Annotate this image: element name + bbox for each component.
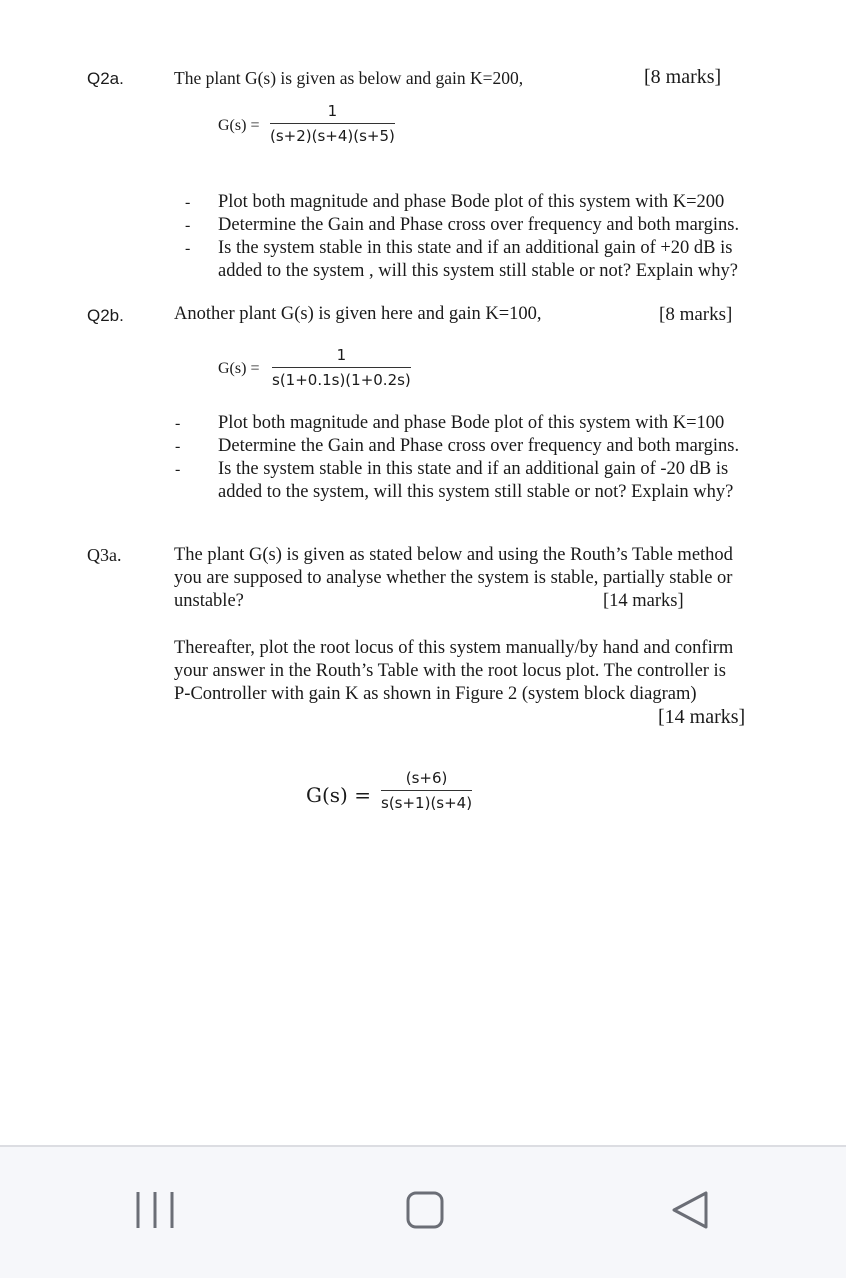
q3a-label: Q3a. — [87, 545, 122, 565]
q3a-paragraph-2 — [174, 637, 733, 706]
q2a-bullet-2: Determine the Gain and Phase cross over frequency and both margins. — [218, 215, 740, 235]
q2a-eq-label: G(s) = — [218, 117, 260, 134]
bullet-dash: - — [175, 438, 181, 455]
q2a-label: Q2a. — [87, 69, 124, 88]
recents-button[interactable] — [121, 1180, 191, 1240]
q3a-fraction — [381, 769, 472, 812]
q2b-bullet-3-cont: added to the system, will this system still stable or not? Explain why? — [218, 482, 734, 502]
back-icon — [670, 1190, 710, 1230]
q2b-denominator: s(1+0.1s)(1+0.2s) — [272, 371, 411, 389]
q3a-denominator: s(s+1)(s+4) — [381, 794, 473, 812]
back-button[interactable] — [655, 1180, 725, 1240]
q3a-para1-line-2: you are supposed to analyse whether the system is stable, partially stable or — [174, 568, 733, 588]
home-icon — [405, 1190, 445, 1230]
bullet-dash: - — [175, 461, 181, 478]
q2a-numerator: 1 — [327, 102, 338, 120]
q2a-fraction — [270, 102, 395, 145]
q3a-para1-line-1: The plant G(s) is given as stated below and using the Routh’s Table method — [174, 545, 733, 565]
q2b-eq-label: G(s) = — [218, 360, 260, 377]
bullet-dash: - — [185, 240, 191, 257]
q2b-intro: Another plant G(s) is given here and gain K=100, — [174, 304, 542, 324]
q3a-para1-line-3: unstable? — [174, 591, 244, 611]
recents-icon — [136, 1190, 176, 1230]
q3a-para2-line-2: your answer in the Routh’s Table with the root locus plot. The controller is — [174, 661, 726, 681]
q3a-para2-line-1: Thereafter, plot the root locus of this system manually/by hand and confirm — [174, 638, 734, 658]
q2a-denominator: (s+2)(s+4)(s+5) — [270, 127, 395, 145]
q2a-marks: [8 marks] — [644, 66, 722, 88]
q3a-para2-line-3: P-Controller with gain K as shown in Figure 2 (system block diagram) — [174, 684, 697, 704]
q2b-bullet-2: Determine the Gain and Phase cross over frequency and both margins. — [218, 436, 740, 456]
navigation-bar — [0, 1145, 846, 1278]
q2b-label: Q2b. — [87, 306, 124, 325]
q2b-bullet-1: Plot both magnitude and phase Bode plot of this system with K=100 — [218, 413, 725, 433]
bullet-dash: - — [185, 217, 191, 234]
q2b-fraction — [272, 346, 411, 389]
q3a-marks-2: [14 marks] — [658, 706, 746, 728]
q2b-bullet-3: Is the system stable in this state and if an additional gain of -20 dB is — [218, 459, 729, 479]
bullet-dash: - — [175, 415, 181, 432]
bullet-dash: - — [185, 194, 191, 211]
q2a-bullet-3-cont: added to the system , will this system still stable or not? Explain why? — [218, 261, 738, 281]
q3a-eq-label: G(s) = — [306, 783, 371, 807]
q2b-numerator: 1 — [336, 346, 347, 364]
q2b-marks: [8 marks] — [659, 304, 733, 325]
q3a-numerator: (s+6) — [405, 769, 448, 787]
q2a-bullet-1: Plot both magnitude and phase Bode plot of this system with K=200 — [218, 192, 725, 212]
home-button[interactable] — [390, 1180, 460, 1240]
q2a-intro: The plant G(s) is given as below and gain K=200, — [174, 68, 524, 88]
q2a-bullet-3: Is the system stable in this state and if an additional gain of +20 dB is — [218, 238, 733, 258]
q3a-marks-1: [14 marks] — [603, 591, 684, 611]
